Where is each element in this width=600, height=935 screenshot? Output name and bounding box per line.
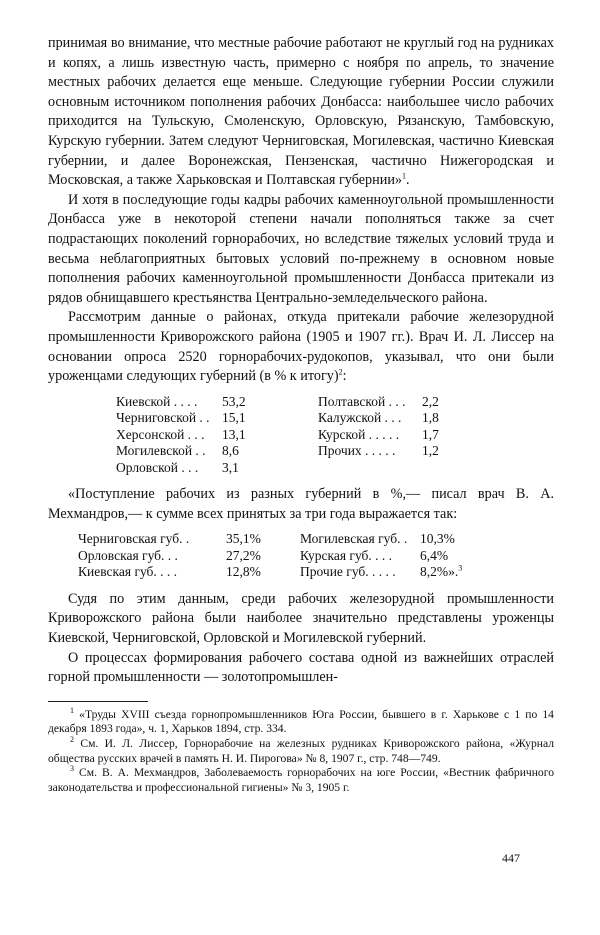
province-name: Орловская губ. . . bbox=[78, 547, 178, 563]
origin-table-percent bbox=[78, 531, 480, 581]
paragraph: И хотя в последующие годы кадры рабочих каменноугольной промышленности Донбасса уже в некоторой степени начали пополняться также за счет подрастающих поколений горнорабочих, но вследствие тяжелых условий труда и весьма неблагоприятных бытовых условий по-прежнему в основном новые пополнения рабочих каменноугольной промышленности Донбасса притекали из рядов обнищавшего крестьянства Центрально-земледельческого района. bbox=[48, 191, 554, 306]
province-name: Черниговской . . bbox=[116, 410, 210, 426]
province-name: Киевская губ. . . . bbox=[78, 564, 178, 580]
province-value: 13,1 bbox=[222, 426, 246, 442]
paragraph-text: принимая во внимание, что местные рабочие работают не круглый год на рудниках и копях, а лишь известную часть, примерно с ноября по апрель, то значение местных рабочих делается еще меньше. Следующие губернии России служили основным источником пополнения рабочих Донбасса: наибольшее число рабочих приходится на Тульскую, Смоленскую, Орловскую, Рязанскую, Тамбовскую, Курскую губернии. Затем следуют Черниговская, Могилевская, частично Киевская губернии, и далее Воронежская, Пензенская, частично Нижегородская и Московская, а также Харьковская и Полтавская губернии» bbox=[48, 35, 554, 189]
footnote bbox=[48, 766, 554, 795]
province-name: Калужской . . . bbox=[318, 410, 402, 426]
table-row bbox=[78, 564, 480, 581]
footnote bbox=[48, 737, 554, 766]
province-name: Курская губ. . . . bbox=[300, 547, 393, 563]
origin-table-1905 bbox=[116, 394, 462, 477]
footnote bbox=[48, 705, 554, 737]
province-value: 1,8 bbox=[422, 410, 439, 426]
footnote-text: См. И. Л. Лиссер, Горнорабочие на железных рудниках Криворожского района, «Журнал общества русских врачей в память Н. И. Пирогова» № 8, 1907 г., стр. 748—749. bbox=[48, 737, 554, 765]
paragraph-text: Рассмотрим данные о районах, откуда притекали рабочие железорудной промышленности Криворожского района (1905 и 1907 гг.). Врач И. Л. Лиссер на основании опроса 2520 горнорабочих-рудокопов, указывал, что они были уроженцами следующих губерний (в % к итогу) bbox=[48, 309, 554, 385]
province-value: 53,2 bbox=[222, 393, 246, 409]
paragraph: «Поступление рабочих из разных губерний в %,— писал врач В. А. Мехмандров,— к сумме всех принятых за три года выражается так: bbox=[48, 486, 554, 522]
province-value: 2,2 bbox=[422, 393, 439, 409]
table-row bbox=[78, 548, 480, 565]
province-value: 1,7 bbox=[422, 426, 439, 442]
province-name: Могилевская губ. . bbox=[300, 531, 408, 547]
footnote-text: См. В. А. Мехмандров, Заболеваемость горнорабочих на юге России, «Вестник фабричного законодательства и профессиональной гигиены» № 3, 1905 г. bbox=[48, 766, 554, 794]
province-value: 12,8% bbox=[226, 564, 261, 580]
province-name: Полтавской . . . bbox=[318, 393, 406, 409]
page-body bbox=[48, 34, 554, 795]
table-row bbox=[116, 427, 462, 444]
province-value: 6,4% bbox=[420, 547, 449, 563]
footnote-mark: 2 bbox=[70, 735, 74, 745]
province-name: Прочие губ. . . . . bbox=[300, 564, 396, 580]
table-row bbox=[116, 460, 462, 477]
province-name: Киевской . . . . bbox=[116, 393, 198, 409]
province-value: 1,2 bbox=[422, 443, 439, 459]
table-row bbox=[116, 410, 462, 427]
table-row bbox=[78, 531, 480, 548]
footnote-divider bbox=[48, 701, 148, 702]
paragraph: принимая во внимание, что местные рабочие работают не круглый год на рудниках и копях, а лишь известную часть, примерно с ноября по апрель, то значение местных рабочих делается еще меньше. Следующие губернии России служили основным источником пополнения рабочих Донбасса: наибольшее число рабочих приходится на Тульскую, Смоленскую, Орловскую, Рязанскую, Тамбовскую, Курскую губернии. Затем следуют Черниговская, Могилевская, частично Киевская губернии, и далее Воронежская, Пензенская, частично Нижегородская и Московская, а также Харьковская и Полтавская губернии»$^1$. bbox=[48, 35, 554, 189]
paragraph: Судя по этим данным, среди рабочих железорудной промышленности Криворожского района были наиболее значительно представлены уроженцы Киевской, Черниговской, Орловской и Могилевской губерний. bbox=[48, 590, 554, 647]
province-name: Курской . . . . . bbox=[318, 426, 400, 442]
footnote-ref[interactable]: 2 bbox=[338, 367, 343, 377]
table-row bbox=[116, 394, 462, 411]
paragraph: Рассмотрим данные о районах, откуда притекали рабочие железорудной промышленности Криворожского района (1905 и 1907 гг.). Врач И. Л. Лиссер на основании опроса 2520 горнорабочих-рудокопов, указывал, что они были уроженцами следующих губерний (в % к итогу)$^2$: bbox=[48, 309, 554, 385]
province-value: 8,6 bbox=[222, 443, 239, 459]
province-value: 10,3% bbox=[420, 531, 455, 547]
province-name: Черниговская губ. . bbox=[78, 531, 190, 547]
province-name: Могилевской . . bbox=[116, 443, 206, 459]
footnote-ref[interactable]: 1 bbox=[402, 171, 406, 181]
province-value: 27,2% bbox=[226, 547, 261, 563]
province-value: 3,1 bbox=[222, 459, 239, 475]
province-name: Орловской . . . bbox=[116, 459, 199, 475]
province-name: Херсонской . . . bbox=[116, 426, 205, 442]
footnote-mark: 1 bbox=[70, 705, 74, 715]
footnote-ref[interactable]: 3 bbox=[458, 563, 463, 573]
footnote-mark: 3 bbox=[70, 764, 74, 774]
page-number: 447 bbox=[502, 851, 520, 865]
province-value: 8,2%». bbox=[420, 564, 459, 580]
province-value: 35,1% bbox=[226, 531, 261, 547]
paragraph: О процессах формирования рабочего состава одной из важнейших отраслей горной промышленности — золотопромышлен- bbox=[48, 649, 554, 686]
province-value: 15,1 bbox=[222, 410, 246, 426]
table-row bbox=[116, 443, 462, 460]
province-name: Прочих . . . . . bbox=[318, 443, 396, 459]
footnote-text: «Труды XVIII съезда горнопромышленников Юга России, бывшего в г. Харькове с 1 по 14 декабря 1893 года», ч. 1, Харьков 1894, стр. 334. bbox=[48, 707, 554, 736]
